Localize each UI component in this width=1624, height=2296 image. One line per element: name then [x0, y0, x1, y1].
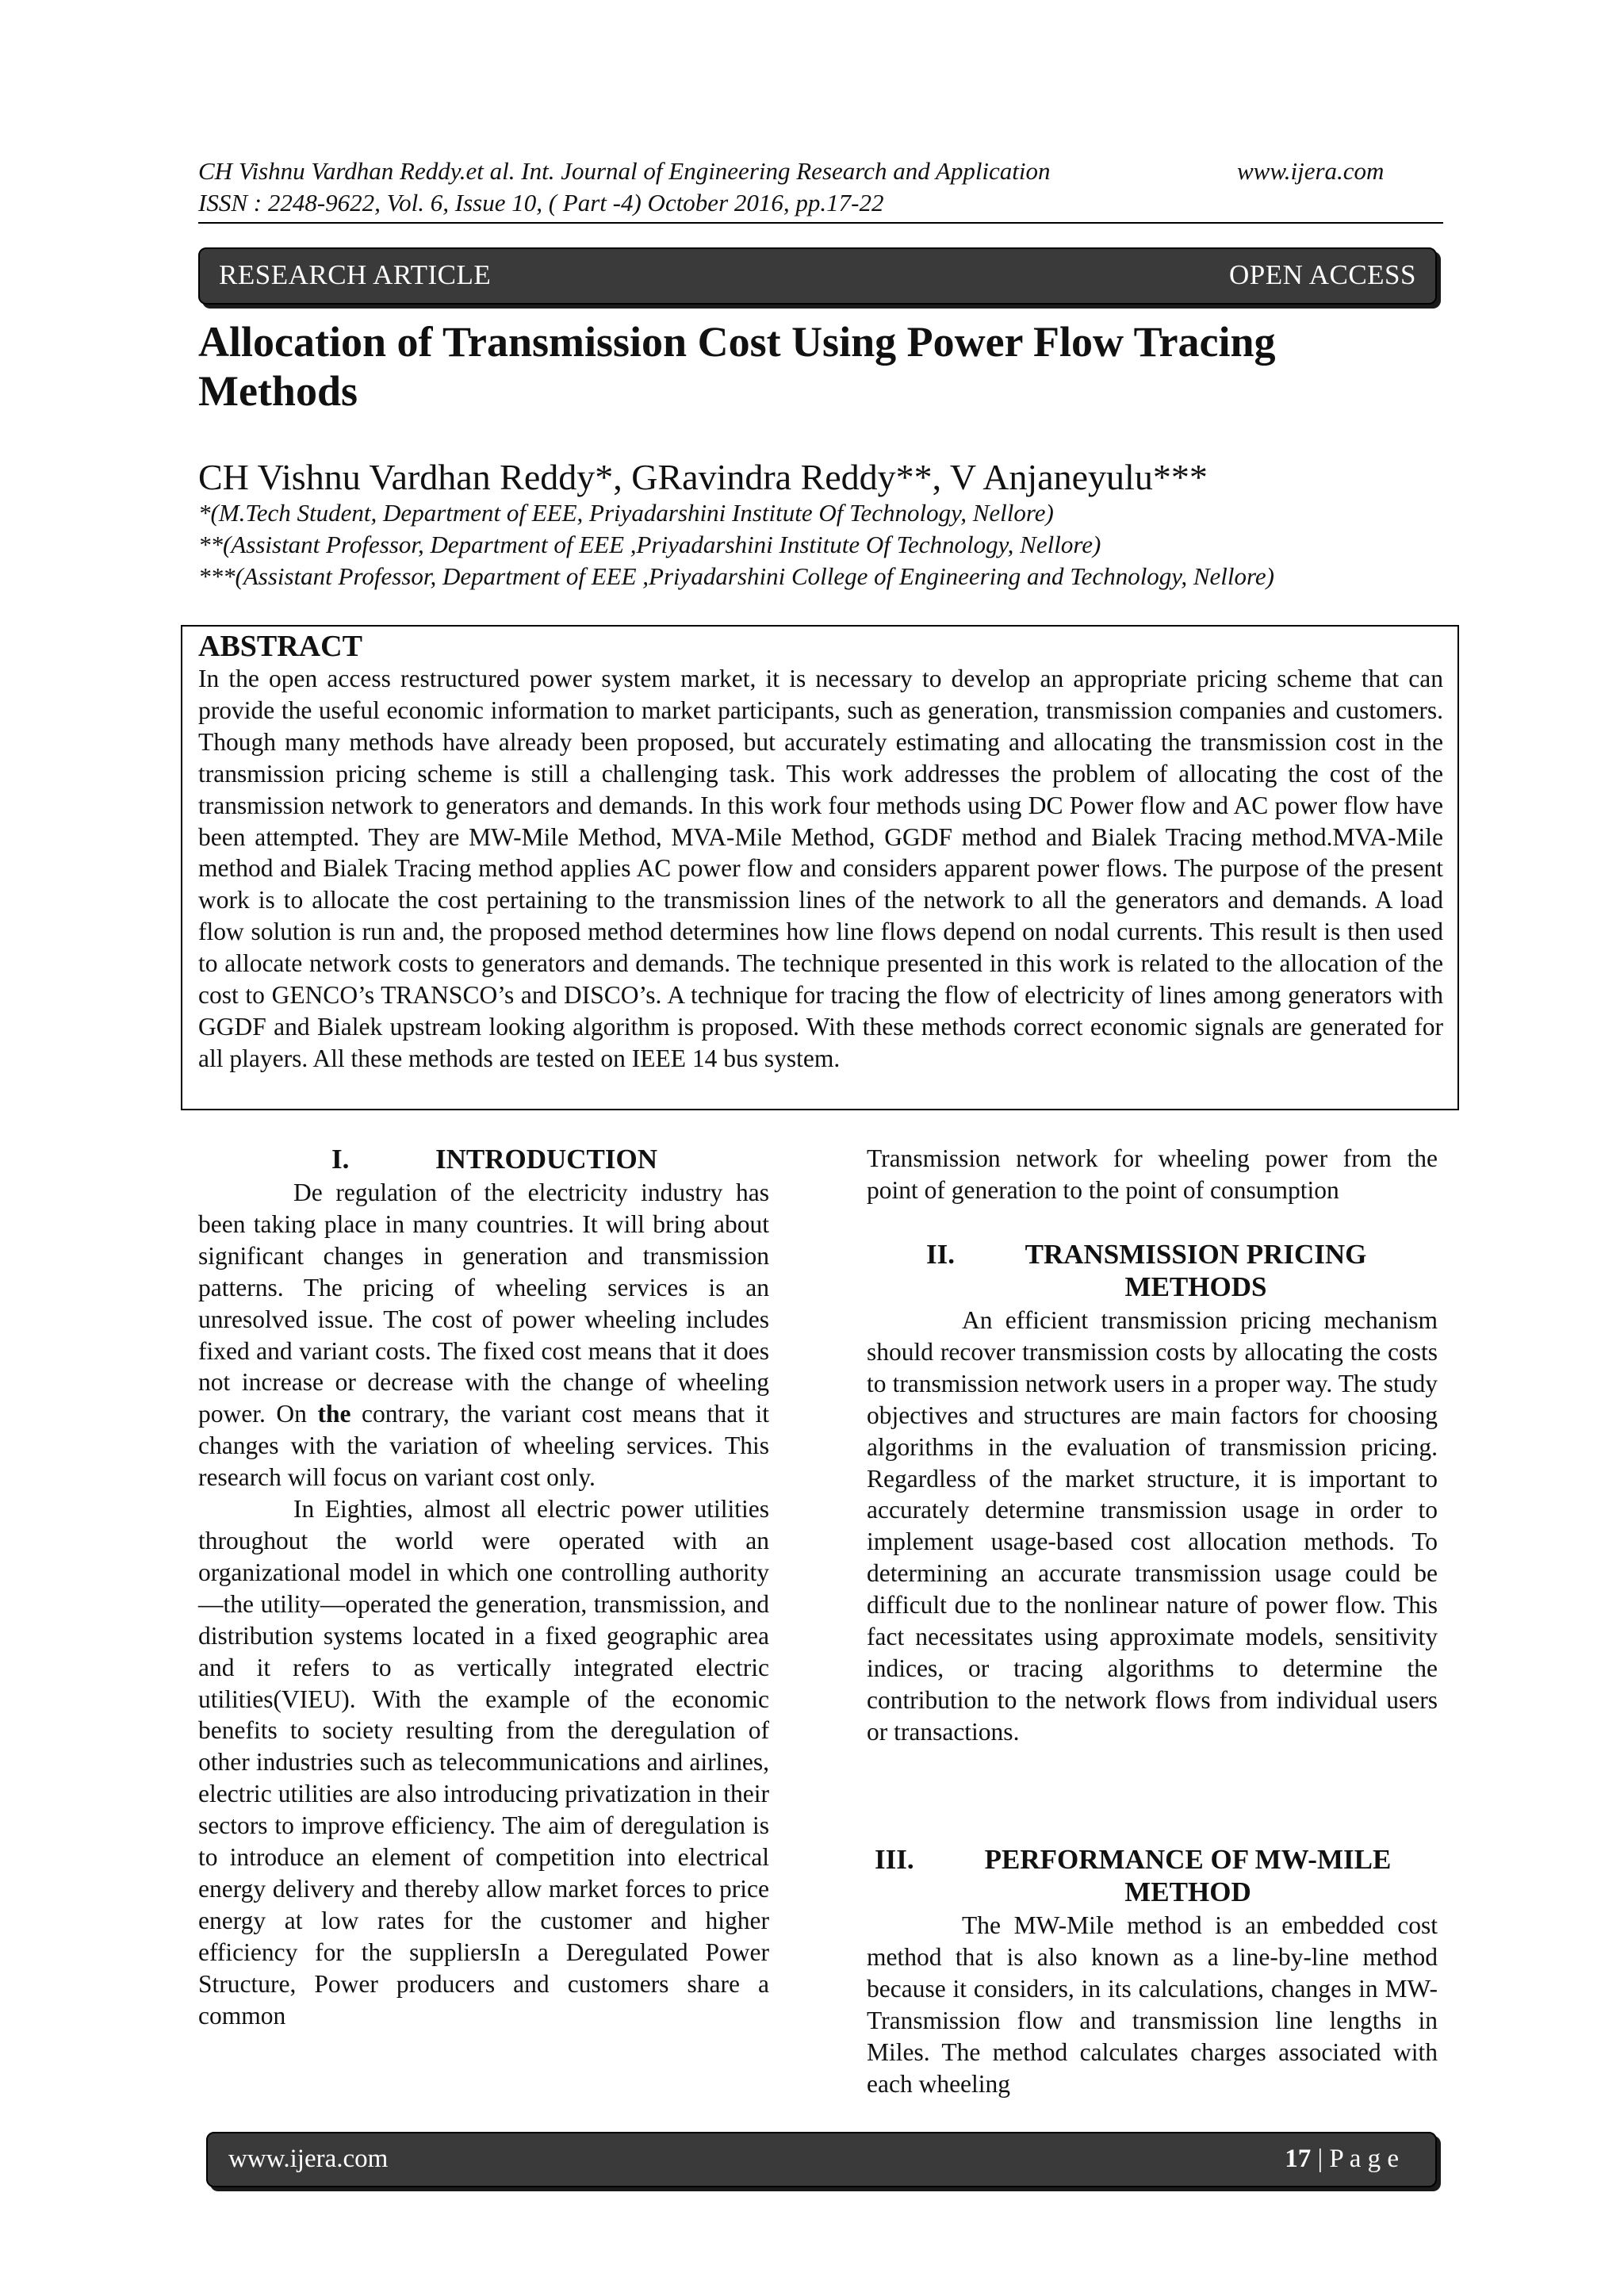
- section-number: I.: [331, 1144, 350, 1175]
- intro-continuation: Transmission network for wheeling power from the point of generation to the point of consumption: [867, 1144, 1438, 1204]
- author-list: CH Vishnu Vardhan Reddy*, GRavindra Reddy**, V Anjaneyulu***: [198, 457, 1208, 497]
- abstract-text: In the open access restructured power system market, it is necessary to develop an appropriate pricing scheme that can provide the useful economic information to market participants, such as generation, transmission companies and customers. Though many methods have already been proposed, but accurately estimating and allocating the transmission cost in the transmission pricing scheme is still a challenging task. This work addresses the problem of allocating the cost of the transmission network to generators and demands. In this work four methods using DC Power flow and AC power flow have been attempted. They are MW-Mile Method, MVA-Mile Method, GGDF method and Bialek Tracing method.MVA-Mile method and Bialek Tracing method applies AC power flow and considers apparent power flows. The purpose of the present work is to allocate the cost pertaining to the transmission lines of the network to all the generators and demands. A load flow solution is run and, the proposed method determines how line flows depend on nodal currents. This result is then used to allocate network costs to generators and demands. The technique presented in this work is related to the allocation of the cost to GENCO’s TRANSCO’s and DISCO’s. A technique for tracing the flow of electricity of lines among generators with GGDF and Bialek upstream looking algorithm is proposed. With these methods correct economic signals are generated for all players. All these methods are tested on IEEE 14 bus system.: [198, 665, 1443, 1072]
- mwmile-body: [867, 1910, 1438, 2099]
- abstract-heading: ABSTRACT: [198, 630, 362, 663]
- section-title: INTRODUCTION: [435, 1144, 658, 1175]
- section-pricing-heading: [867, 1238, 1438, 1303]
- journal-citation: CH Vishnu Vardhan Reddy.et al. Int. Journal of Engineering Research and Application: [198, 157, 1051, 185]
- page-indicator: [1285, 2143, 1399, 2175]
- open-access-label: OPEN ACCESS: [1229, 259, 1416, 290]
- section-mwmile-heading: [867, 1843, 1438, 1908]
- affiliation-3: ***(Assistant Professor, Department of EEE ,Priyadarshini College of Engineering and Technology, Nellore): [198, 562, 1275, 590]
- header-rule: [198, 222, 1443, 224]
- pricing-body: [867, 1305, 1438, 1748]
- section-title-line1: PERFORMANCE OF MW-MILE: [984, 1844, 1392, 1875]
- journal-website[interactable]: www.ijera.com: [1237, 157, 1385, 185]
- paper-title: Allocation of Transmission Cost Using Power Flow Tracing Methods: [198, 318, 1276, 415]
- footer-website[interactable]: www.ijera.com: [228, 2145, 389, 2173]
- affiliation-2: **(Assistant Professor, Department of EEE ,Priyadarshini Institute Of Technology, Nellore): [198, 531, 1101, 558]
- section-title-line1: TRANSMISSION PRICING: [1025, 1239, 1367, 1270]
- intro-body: [198, 1177, 769, 2031]
- affiliation-1: *(M.Tech Student, Department of EEE, Priyadarshini Institute Of Technology, Nellore): [198, 499, 1054, 527]
- intro-paragraph-2: In Eighties, almost all electric power utilities throughout the world were operated with an organizational model in which one controlling authority—the utility—operated the generation, transmission, and distribution systems located in a fixed geographic area and it refers to as vertically integrated electric utilities(VIEU). With the example of the economic benefits to society resulting from the deregulation of other industries such as telecommunications and airlines, electric utilities are also introducing privatization in their sectors to improve efficiency. The aim of deregulation is to introduce an element of competition into electrical energy delivery and thereby allow market forces to price energy at low rates for the customer and higher efficiency for the suppliersIn a Deregulated Power Structure, Power producers and customers share a common: [198, 1495, 769, 2030]
- mwmile-paragraph: The MW-Mile method is an embedded cost method that is also known as a line-by-line method because it considers, in its calculations, changes in MW-Transmission flow and transmission line lengths in Miles. The method calculates charges associated with each wheeling: [867, 1911, 1438, 2098]
- issn-line: ISSN : 2248-9622, Vol. 6, Issue 10, ( Part -4) October 2016, pp.17-22: [198, 189, 884, 217]
- intro-p1-text-cont: contrary, the variant cost means that it changes with the variation of wheeling services. This research will focus on variant cost only.: [198, 1400, 769, 1492]
- footer-bar: [206, 2132, 1437, 2187]
- intro-p1-bold: the: [317, 1400, 351, 1428]
- section-number: III.: [875, 1844, 914, 1875]
- research-article-label: RESEARCH ARTICLE: [219, 259, 492, 290]
- section-title-line2: METHOD: [1124, 1876, 1251, 1907]
- pricing-paragraph: An efficient transmission pricing mechanism should recover transmission costs by allocating the costs to transmission network users in a proper way. The study objectives and structures are main factors for choosing algorithms in the evaluation of transmission pricing. Regardless of the market structure, it is important to accurately determine transmission usage in order to implement usage-based cost allocation methods. To determining an accurate transmission usage could be difficult due to the nonlinear nature of power flow. This fact necessitates using approximate models, sensitivity indices, or tracing algorithms to determine the contribution to the network flows from individual users or transactions.: [867, 1306, 1438, 1746]
- intro-p1-text: De regulation of the electricity industry has been taking place in many countries. It will bring about significant changes in generation and transmission patterns. The pricing of wheeling services is an unresolved issue. The cost of power wheeling includes fixed and variant costs. The fixed cost means that it does not increase or decrease with the change of wheeling power. On: [198, 1179, 769, 1428]
- section-number: II.: [926, 1239, 955, 1270]
- intro-paragraph-1: [198, 1177, 769, 1493]
- page-number: 17: [1285, 2145, 1312, 2173]
- section-title-line2: METHODS: [1124, 1271, 1267, 1302]
- article-type-banner: [198, 247, 1437, 305]
- page-label: | P a g e: [1317, 2145, 1399, 2173]
- section-intro-heading: [198, 1143, 769, 1175]
